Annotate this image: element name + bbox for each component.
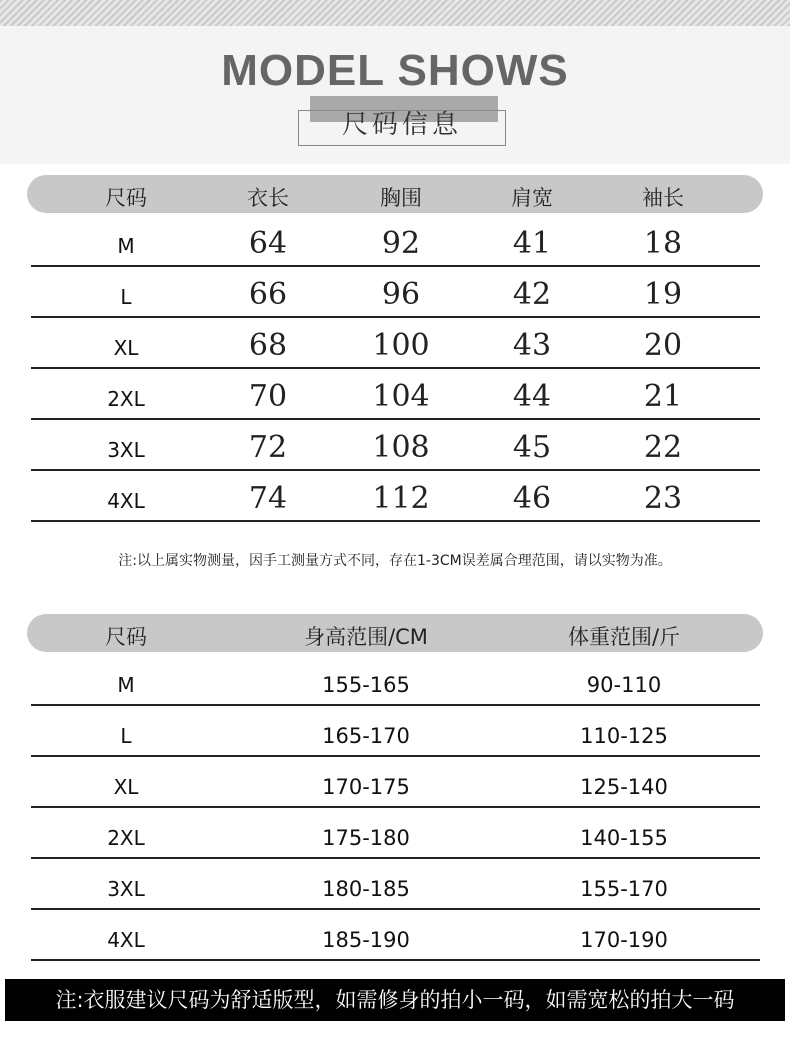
size-label: XL	[113, 775, 139, 799]
sleeve-value: 21	[643, 379, 683, 414]
chest-value: 96	[381, 277, 421, 312]
height-range: 185-190	[322, 928, 410, 952]
row-divider	[31, 265, 760, 267]
measure-header-shoulder: 肩宽	[511, 186, 553, 210]
row-divider	[31, 316, 760, 318]
weight-range: 140-155	[580, 826, 668, 850]
shoulder-value: 42	[512, 277, 552, 312]
height-range: 180-185	[322, 877, 410, 901]
sleeve-value: 19	[643, 277, 683, 312]
height-range: 155-165	[322, 673, 410, 697]
shoulder-value: 43	[512, 328, 552, 363]
size-label: L	[120, 724, 132, 748]
weight-range: 155-170	[580, 877, 668, 901]
size-label: M	[117, 673, 135, 697]
measure-header-chest: 胸围	[380, 186, 422, 210]
weight-range: 170-190	[580, 928, 668, 952]
size-label: M	[117, 234, 135, 258]
size-label: 2XL	[107, 826, 145, 850]
chest-value: 92	[381, 226, 421, 261]
size-label: XL	[113, 336, 139, 360]
row-divider	[31, 755, 760, 757]
weight-range: 125-140	[580, 775, 668, 799]
row-divider	[31, 959, 760, 961]
size-label: 2XL	[107, 387, 145, 411]
size-label: 4XL	[107, 928, 145, 952]
length-value: 70	[248, 379, 288, 414]
weight-range: 110-125	[580, 724, 668, 748]
shoulder-value: 46	[512, 481, 552, 516]
shoulder-value: 45	[512, 430, 552, 465]
shoulder-value: 41	[512, 226, 552, 261]
length-value: 66	[248, 277, 288, 312]
chest-value: 104	[372, 379, 430, 414]
sleeve-value: 18	[643, 226, 683, 261]
length-value: 64	[248, 226, 288, 261]
sleeve-value: 20	[643, 328, 683, 363]
chest-value: 112	[372, 481, 430, 516]
chest-value: 108	[372, 430, 430, 465]
fit-header-weight: 体重范围/斤	[567, 625, 681, 649]
height-range: 170-175	[322, 775, 410, 799]
length-value: 68	[248, 328, 288, 363]
row-divider	[31, 908, 760, 910]
top-hatch-strip	[0, 0, 790, 26]
row-divider	[31, 367, 760, 369]
size-label: L	[120, 285, 132, 309]
length-value: 72	[248, 430, 288, 465]
page-subtitle: 尺码信息	[341, 110, 462, 140]
sleeve-value: 22	[643, 430, 683, 465]
fit-header-height: 身高范围/CM	[304, 625, 428, 649]
page-title: MODEL SHOWS	[221, 46, 569, 95]
footer-note: 注:衣服建议尺码为舒适版型，如需修身的拍小一码，如需宽松的拍大一码	[5, 979, 785, 1021]
size-label: 3XL	[107, 877, 145, 901]
measure-header-size: 尺码	[105, 186, 147, 210]
height-range: 165-170	[322, 724, 410, 748]
row-divider	[31, 704, 760, 706]
measure-header-sleeve: 袖长	[642, 186, 684, 210]
row-divider	[31, 806, 760, 808]
weight-range: 90-110	[586, 673, 662, 697]
row-divider	[31, 418, 760, 420]
length-value: 74	[248, 481, 288, 516]
row-divider	[31, 469, 760, 471]
height-range: 175-180	[322, 826, 410, 850]
size-label: 4XL	[107, 489, 145, 513]
chest-value: 100	[372, 328, 430, 363]
row-divider	[31, 857, 760, 859]
size-label: 3XL	[107, 438, 145, 462]
shoulder-value: 44	[512, 379, 552, 414]
row-divider	[31, 520, 760, 522]
measure-header-length: 衣长	[247, 186, 289, 210]
sleeve-value: 23	[643, 481, 683, 516]
measurement-note: 注:以上属实物测量，因手工测量方式不同，存在1-3CM误差属合理范围，请以实物为准。	[118, 553, 672, 569]
fit-header-size: 尺码	[105, 625, 147, 649]
